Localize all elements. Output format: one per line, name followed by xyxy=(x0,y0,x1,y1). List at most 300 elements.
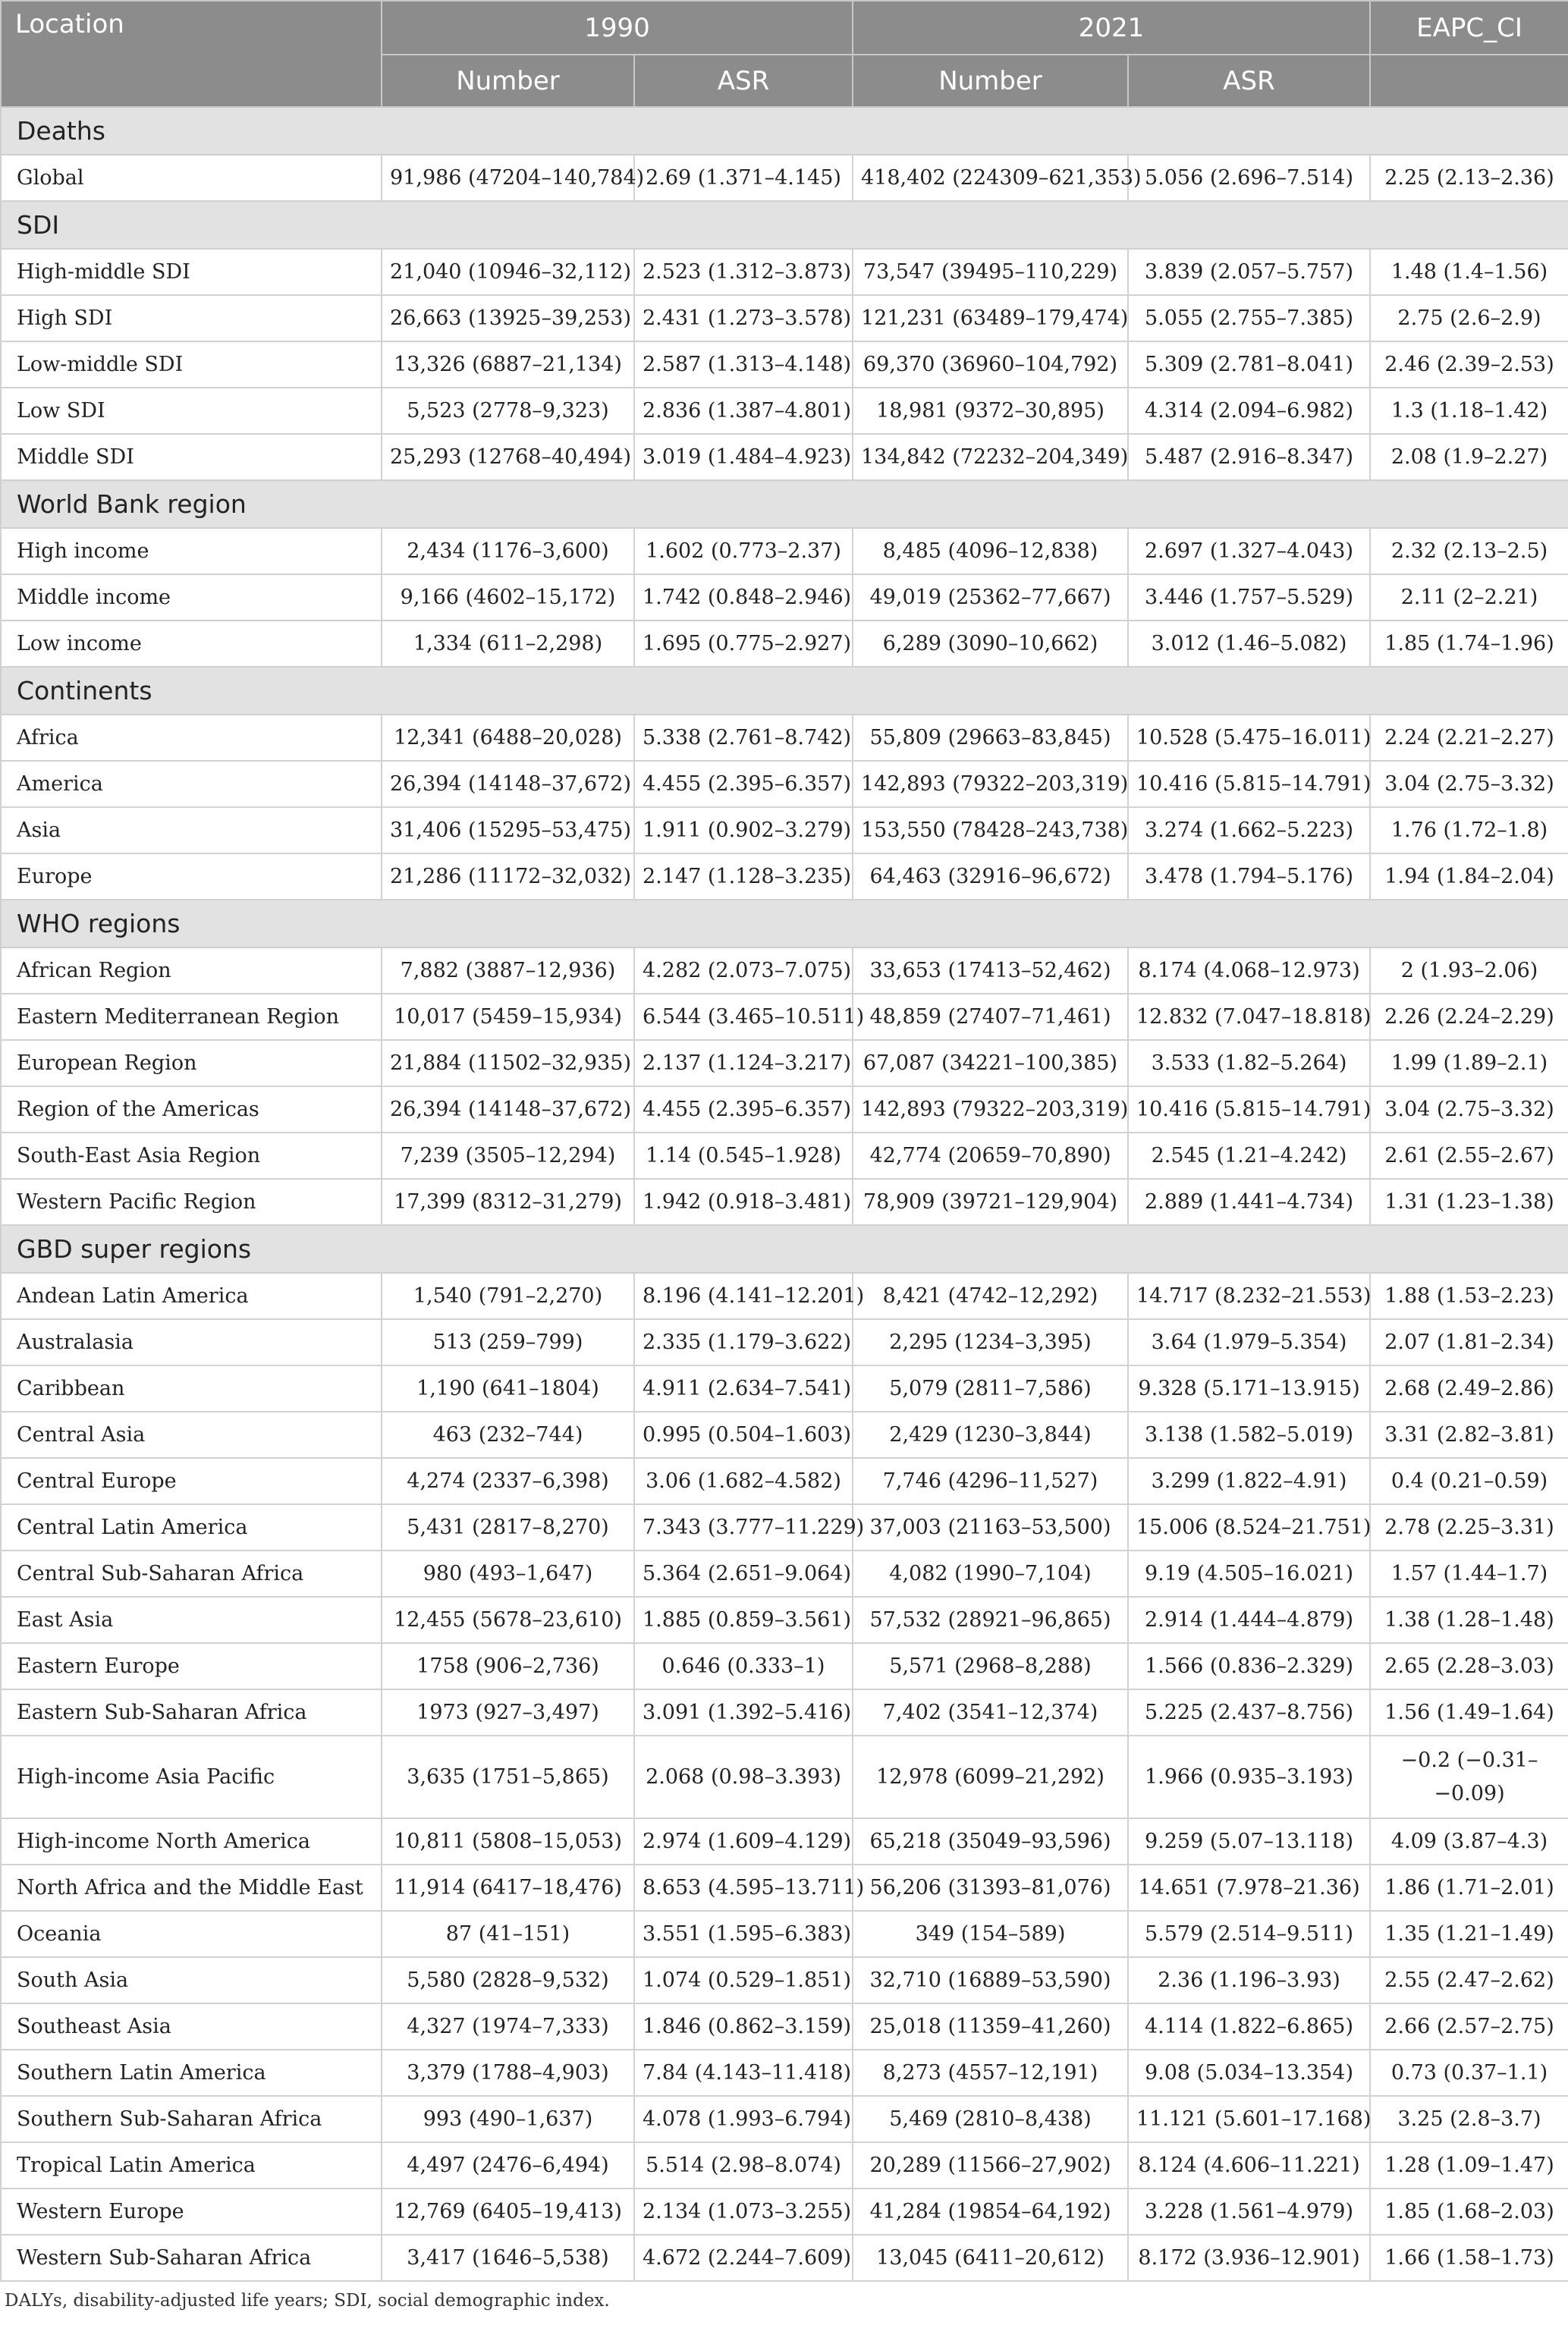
cell-loc: Africa xyxy=(1,715,382,761)
cell-n2021: 5,469 (2810–8,438) xyxy=(853,2096,1128,2142)
cell-n1990: 4,274 (2337–6,398) xyxy=(382,1458,634,1504)
cell-n2021: 56,206 (31393–81,076) xyxy=(853,1865,1128,1911)
cell-loc: Central Asia xyxy=(1,1412,382,1458)
cell-n2021: 134,842 (72232–204,349) xyxy=(853,434,1128,480)
cell-eapc: 2 (1.93–2.06) xyxy=(1370,947,1568,994)
cell-asr2021: 14.717 (8.232–21.553) xyxy=(1128,1273,1370,1319)
cell-asr2021: 1.966 (0.935–3.193) xyxy=(1128,1736,1370,1818)
table-body xyxy=(1,107,1568,2281)
table-row xyxy=(1,1818,1568,1865)
cell-n2021: 153,550 (78428–243,738) xyxy=(853,807,1128,853)
cell-n1990: 12,341 (6488–20,028) xyxy=(382,715,634,761)
cell-eapc: 0.73 (0.37–1.1) xyxy=(1370,2050,1568,2096)
cell-eapc: 3.04 (2.75–3.32) xyxy=(1370,761,1568,807)
cell-asr2021: 3.012 (1.46–5.082) xyxy=(1128,621,1370,667)
section-header-row xyxy=(1,900,1568,947)
cell-asr2021: 5.579 (2.514–9.511) xyxy=(1128,1911,1370,1957)
cell-n2021: 73,547 (39495–110,229) xyxy=(853,249,1128,295)
cell-eapc: 1.48 (1.4–1.56) xyxy=(1370,249,1568,295)
cell-loc: High-middle SDI xyxy=(1,249,382,295)
cell-n1990: 17,399 (8312–31,279) xyxy=(382,1179,634,1225)
cell-asr2021: 2.545 (1.21–4.242) xyxy=(1128,1133,1370,1179)
section-header-row xyxy=(1,480,1568,528)
cell-n1990: 5,580 (2828–9,532) xyxy=(382,1957,634,2003)
cell-loc: Asia xyxy=(1,807,382,853)
cell-asr1990: 2.068 (0.98–3.393) xyxy=(634,1736,853,1818)
cell-eapc: 1.28 (1.09–1.47) xyxy=(1370,2142,1568,2188)
cell-n2021: 8,485 (4096–12,838) xyxy=(853,528,1128,574)
cell-n1990: 87 (41–151) xyxy=(382,1911,634,1957)
cell-asr2021: 15.006 (8.524–21.751) xyxy=(1128,1504,1370,1551)
cell-n1990: 3,379 (1788–4,903) xyxy=(382,2050,634,2096)
cell-loc: North Africa and the Middle East xyxy=(1,1865,382,1911)
cell-asr2021: 4.314 (2.094–6.982) xyxy=(1128,388,1370,434)
cell-n2021: 8,421 (4742–12,292) xyxy=(853,1273,1128,1319)
cell-n2021: 49,019 (25362–77,667) xyxy=(853,574,1128,621)
cell-eapc: 1.3 (1.18–1.42) xyxy=(1370,388,1568,434)
cell-eapc: −0.2 (−0.31–−0.09) xyxy=(1370,1736,1568,1818)
cell-loc: Southern Sub-Saharan Africa xyxy=(1,2096,382,2142)
cell-n2021: 6,289 (3090–10,662) xyxy=(853,621,1128,667)
table-row xyxy=(1,1643,1568,1689)
table-header xyxy=(1,1,1568,107)
cell-n2021: 12,978 (6099–21,292) xyxy=(853,1736,1128,1818)
cell-asr1990: 7.84 (4.143–11.418) xyxy=(634,2050,853,2096)
cell-asr1990: 1.14 (0.545–1.928) xyxy=(634,1133,853,1179)
cell-asr2021: 12.832 (7.047–18.818) xyxy=(1128,994,1370,1040)
cell-n2021: 20,289 (11566–27,902) xyxy=(853,2142,1128,2188)
cell-loc: Tropical Latin America xyxy=(1,2142,382,2188)
cell-asr2021: 9.19 (4.505–16.021) xyxy=(1128,1551,1370,1597)
cell-asr1990: 0.995 (0.504–1.603) xyxy=(634,1412,853,1458)
cell-loc: America xyxy=(1,761,382,807)
cell-n2021: 48,859 (27407–71,461) xyxy=(853,994,1128,1040)
cell-loc: Low SDI xyxy=(1,388,382,434)
cell-n2021: 7,746 (4296–11,527) xyxy=(853,1458,1128,1504)
cell-n1990: 25,293 (12768–40,494) xyxy=(382,434,634,480)
cell-n2021: 65,218 (35049–93,596) xyxy=(853,1818,1128,1865)
table-row xyxy=(1,994,1568,1040)
cell-asr1990: 3.06 (1.682–4.582) xyxy=(634,1458,853,1504)
section-header-row xyxy=(1,201,1568,249)
cell-loc: Andean Latin America xyxy=(1,1273,382,1319)
cell-loc: Middle SDI xyxy=(1,434,382,480)
cell-eapc: 2.68 (2.49–2.86) xyxy=(1370,1365,1568,1412)
cell-n2021: 67,087 (34221–100,385) xyxy=(853,1040,1128,1086)
cell-eapc: 4.09 (3.87–4.3) xyxy=(1370,1818,1568,1865)
cell-n1990: 1758 (906–2,736) xyxy=(382,1643,634,1689)
header-asr-2021: ASR xyxy=(1128,55,1370,107)
cell-asr2021: 8.174 (4.068–12.973) xyxy=(1128,947,1370,994)
cell-asr2021: 1.566 (0.836–2.329) xyxy=(1128,1643,1370,1689)
cell-loc: Central Latin America xyxy=(1,1504,382,1551)
header-eapc-sub xyxy=(1370,55,1568,107)
cell-asr1990: 2.587 (1.313–4.148) xyxy=(634,341,853,388)
cell-n1990: 26,394 (14148–37,672) xyxy=(382,1086,634,1133)
cell-eapc: 1.31 (1.23–1.38) xyxy=(1370,1179,1568,1225)
cell-asr1990: 1.942 (0.918–3.481) xyxy=(634,1179,853,1225)
cell-eapc: 3.25 (2.8–3.7) xyxy=(1370,2096,1568,2142)
cell-n2021: 55,809 (29663–83,845) xyxy=(853,715,1128,761)
cell-loc: South Asia xyxy=(1,1957,382,2003)
table-row xyxy=(1,388,1568,434)
cell-loc: High income xyxy=(1,528,382,574)
cell-asr2021: 10.528 (5.475–16.011) xyxy=(1128,715,1370,761)
cell-eapc: 2.08 (1.9–2.27) xyxy=(1370,434,1568,480)
cell-eapc: 2.55 (2.47–2.62) xyxy=(1370,1957,1568,2003)
cell-n2021: 121,231 (63489–179,474) xyxy=(853,295,1128,341)
cell-loc: Western Pacific Region xyxy=(1,1179,382,1225)
table-row xyxy=(1,1365,1568,1412)
cell-asr1990: 5.338 (2.761–8.742) xyxy=(634,715,853,761)
cell-n1990: 463 (232–744) xyxy=(382,1412,634,1458)
table-row xyxy=(1,1458,1568,1504)
cell-loc: High-income Asia Pacific xyxy=(1,1736,382,1818)
table-row xyxy=(1,1689,1568,1736)
cell-n2021: 37,003 (21163–53,500) xyxy=(853,1504,1128,1551)
table-row xyxy=(1,341,1568,388)
cell-loc: Central Europe xyxy=(1,1458,382,1504)
cell-n2021: 64,463 (32916–96,672) xyxy=(853,853,1128,900)
cell-asr2021: 5.487 (2.916–8.347) xyxy=(1128,434,1370,480)
cell-loc: Australasia xyxy=(1,1319,382,1365)
cell-asr2021: 3.839 (2.057–5.757) xyxy=(1128,249,1370,295)
cell-asr1990: 0.646 (0.333–1) xyxy=(634,1643,853,1689)
cell-eapc: 0.4 (0.21–0.59) xyxy=(1370,1458,1568,1504)
section-header-row xyxy=(1,667,1568,715)
cell-eapc: 3.04 (2.75–3.32) xyxy=(1370,1086,1568,1133)
cell-asr1990: 4.455 (2.395–6.357) xyxy=(634,1086,853,1133)
cell-n2021: 42,774 (20659–70,890) xyxy=(853,1133,1128,1179)
cell-asr2021: 3.478 (1.794–5.176) xyxy=(1128,853,1370,900)
cell-asr1990: 2.137 (1.124–3.217) xyxy=(634,1040,853,1086)
cell-n1990: 10,811 (5808–15,053) xyxy=(382,1818,634,1865)
cell-asr2021: 8.124 (4.606–11.221) xyxy=(1128,2142,1370,2188)
table-row xyxy=(1,1911,1568,1957)
cell-eapc: 1.86 (1.71–2.01) xyxy=(1370,1865,1568,1911)
table-footnote: DALYs, disability-adjusted life years; SDI, social demographic index. xyxy=(5,2291,610,2311)
cell-n1990: 4,327 (1974–7,333) xyxy=(382,2003,634,2050)
cell-n1990: 91,986 (47204–140,784) xyxy=(382,155,634,201)
cell-eapc: 2.46 (2.39–2.53) xyxy=(1370,341,1568,388)
table-row xyxy=(1,528,1568,574)
cell-asr1990: 2.431 (1.273–3.578) xyxy=(634,295,853,341)
cell-loc: Low-middle SDI xyxy=(1,341,382,388)
cell-n2021: 5,079 (2811–7,586) xyxy=(853,1365,1128,1412)
cell-n1990: 980 (493–1,647) xyxy=(382,1551,634,1597)
cell-eapc: 1.38 (1.28–1.48) xyxy=(1370,1597,1568,1643)
cell-asr1990: 7.343 (3.777–11.229) xyxy=(634,1504,853,1551)
cell-n2021: 142,893 (79322–203,319) xyxy=(853,761,1128,807)
cell-eapc: 3.31 (2.82–3.81) xyxy=(1370,1412,1568,1458)
cell-eapc: 2.26 (2.24–2.29) xyxy=(1370,994,1568,1040)
cell-loc: Eastern Mediterranean Region xyxy=(1,994,382,1040)
cell-n1990: 26,663 (13925–39,253) xyxy=(382,295,634,341)
cell-n2021: 5,571 (2968–8,288) xyxy=(853,1643,1128,1689)
cell-n1990: 1,190 (641–1804) xyxy=(382,1365,634,1412)
table-row xyxy=(1,2050,1568,2096)
table-row xyxy=(1,1736,1568,1818)
table-row xyxy=(1,715,1568,761)
cell-asr1990: 1.846 (0.862–3.159) xyxy=(634,2003,853,2050)
cell-n1990: 2,434 (1176–3,600) xyxy=(382,528,634,574)
cell-eapc: 1.88 (1.53–2.23) xyxy=(1370,1273,1568,1319)
cell-asr2021: 3.228 (1.561–4.979) xyxy=(1128,2188,1370,2235)
section-header-row xyxy=(1,1225,1568,1273)
cell-loc: African Region xyxy=(1,947,382,994)
header-year-1990: 1990 xyxy=(382,1,853,55)
cell-asr1990: 2.335 (1.179–3.622) xyxy=(634,1319,853,1365)
section-title: World Bank region xyxy=(1,480,1568,528)
cell-loc: High SDI xyxy=(1,295,382,341)
cell-asr1990: 1.602 (0.773–2.37) xyxy=(634,528,853,574)
table-row xyxy=(1,1273,1568,1319)
cell-n2021: 349 (154–589) xyxy=(853,1911,1128,1957)
cell-eapc: 2.24 (2.21–2.27) xyxy=(1370,715,1568,761)
cell-eapc: 1.35 (1.21–1.49) xyxy=(1370,1911,1568,1957)
cell-asr2021: 5.225 (2.437–8.756) xyxy=(1128,1689,1370,1736)
table-row xyxy=(1,1551,1568,1597)
cell-n1990: 13,326 (6887–21,134) xyxy=(382,341,634,388)
cell-eapc: 2.32 (2.13–2.5) xyxy=(1370,528,1568,574)
cell-asr1990: 2.69 (1.371–4.145) xyxy=(634,155,853,201)
cell-asr1990: 3.019 (1.484–4.923) xyxy=(634,434,853,480)
cell-n2021: 78,909 (39721–129,904) xyxy=(853,1179,1128,1225)
cell-loc: Middle income xyxy=(1,574,382,621)
header-eapc: EAPC_CI xyxy=(1370,1,1568,55)
cell-asr2021: 4.114 (1.822–6.865) xyxy=(1128,2003,1370,2050)
section-title: WHO regions xyxy=(1,900,1568,947)
cell-loc: Eastern Europe xyxy=(1,1643,382,1689)
table-row xyxy=(1,1957,1568,2003)
cell-asr1990: 8.196 (4.141–12.201) xyxy=(634,1273,853,1319)
cell-asr2021: 9.328 (5.171–13.915) xyxy=(1128,1365,1370,1412)
cell-n1990: 3,635 (1751–5,865) xyxy=(382,1736,634,1818)
cell-asr2021: 2.36 (1.196–3.93) xyxy=(1128,1957,1370,2003)
cell-n1990: 10,017 (5459–15,934) xyxy=(382,994,634,1040)
cell-asr2021: 11.121 (5.601–17.168) xyxy=(1128,2096,1370,2142)
section-title: GBD super regions xyxy=(1,1225,1568,1273)
cell-eapc: 1.85 (1.68–2.03) xyxy=(1370,2188,1568,2235)
cell-asr1990: 1.742 (0.848–2.946) xyxy=(634,574,853,621)
table-row xyxy=(1,574,1568,621)
cell-n1990: 1,334 (611–2,298) xyxy=(382,621,634,667)
cell-loc: Western Europe xyxy=(1,2188,382,2235)
cell-n2021: 418,402 (224309–621,353) xyxy=(853,155,1128,201)
cell-asr1990: 5.514 (2.98–8.074) xyxy=(634,2142,853,2188)
cell-n1990: 1973 (927–3,497) xyxy=(382,1689,634,1736)
table-row xyxy=(1,2188,1568,2235)
cell-asr2021: 2.889 (1.441–4.734) xyxy=(1128,1179,1370,1225)
cell-loc: East Asia xyxy=(1,1597,382,1643)
cell-asr1990: 2.974 (1.609–4.129) xyxy=(634,1818,853,1865)
cell-n1990: 12,769 (6405–19,413) xyxy=(382,2188,634,2235)
cell-n2021: 2,429 (1230–3,844) xyxy=(853,1412,1128,1458)
cell-n1990: 7,239 (3505–12,294) xyxy=(382,1133,634,1179)
section-title: Continents xyxy=(1,667,1568,715)
cell-asr2021: 5.309 (2.781–8.041) xyxy=(1128,341,1370,388)
cell-asr2021: 8.172 (3.936–12.901) xyxy=(1128,2235,1370,2281)
cell-n2021: 13,045 (6411–20,612) xyxy=(853,2235,1128,2281)
cell-asr2021: 3.274 (1.662–5.223) xyxy=(1128,807,1370,853)
cell-asr1990: 4.078 (1.993–6.794) xyxy=(634,2096,853,2142)
cell-n2021: 57,532 (28921–96,865) xyxy=(853,1597,1128,1643)
cell-asr1990: 2.147 (1.128–3.235) xyxy=(634,853,853,900)
cell-n2021: 18,981 (9372–30,895) xyxy=(853,388,1128,434)
table-row xyxy=(1,807,1568,853)
cell-eapc: 1.57 (1.44–1.7) xyxy=(1370,1551,1568,1597)
cell-n1990: 513 (259–799) xyxy=(382,1319,634,1365)
cell-asr2021: 3.299 (1.822–4.91) xyxy=(1128,1458,1370,1504)
cell-asr1990: 3.091 (1.392–5.416) xyxy=(634,1689,853,1736)
table-row xyxy=(1,2096,1568,2142)
cell-asr1990: 2.836 (1.387–4.801) xyxy=(634,388,853,434)
cell-eapc: 1.85 (1.74–1.96) xyxy=(1370,621,1568,667)
cell-eapc: 1.94 (1.84–2.04) xyxy=(1370,853,1568,900)
cell-loc: Oceania xyxy=(1,1911,382,1957)
section-header-row xyxy=(1,107,1568,155)
cell-eapc: 2.78 (2.25–3.31) xyxy=(1370,1504,1568,1551)
cell-eapc: 1.76 (1.72–1.8) xyxy=(1370,807,1568,853)
cell-n2021: 142,893 (79322–203,319) xyxy=(853,1086,1128,1133)
cell-asr1990: 1.695 (0.775–2.927) xyxy=(634,621,853,667)
table-row xyxy=(1,1319,1568,1365)
cell-n2021: 32,710 (16889–53,590) xyxy=(853,1957,1128,2003)
cell-eapc: 1.99 (1.89–2.1) xyxy=(1370,1040,1568,1086)
cell-asr2021: 10.416 (5.815–14.791) xyxy=(1128,1086,1370,1133)
cell-n1990: 5,523 (2778–9,323) xyxy=(382,388,634,434)
cell-asr2021: 14.651 (7.978–21.36) xyxy=(1128,1865,1370,1911)
table-row xyxy=(1,1865,1568,1911)
table-row xyxy=(1,249,1568,295)
cell-n1990: 12,455 (5678–23,610) xyxy=(382,1597,634,1643)
table-row xyxy=(1,947,1568,994)
cell-eapc: 2.66 (2.57–2.75) xyxy=(1370,2003,1568,2050)
cell-eapc: 2.61 (2.55–2.67) xyxy=(1370,1133,1568,1179)
cell-asr1990: 4.282 (2.073–7.075) xyxy=(634,947,853,994)
table-row xyxy=(1,1179,1568,1225)
table-row xyxy=(1,2235,1568,2281)
header-asr-1990: ASR xyxy=(634,55,853,107)
cell-asr1990: 1.885 (0.859–3.561) xyxy=(634,1597,853,1643)
cell-asr1990: 5.364 (2.651–9.064) xyxy=(634,1551,853,1597)
cell-n2021: 8,273 (4557–12,191) xyxy=(853,2050,1128,2096)
cell-asr1990: 2.134 (1.073–3.255) xyxy=(634,2188,853,2235)
table-row xyxy=(1,1597,1568,1643)
cell-loc: South-East Asia Region xyxy=(1,1133,382,1179)
cell-n2021: 41,284 (19854–64,192) xyxy=(853,2188,1128,2235)
cell-asr2021: 3.446 (1.757–5.529) xyxy=(1128,574,1370,621)
cell-asr2021: 3.64 (1.979–5.354) xyxy=(1128,1319,1370,1365)
cell-n2021: 4,082 (1990–7,104) xyxy=(853,1551,1128,1597)
cell-n1990: 21,884 (11502–32,935) xyxy=(382,1040,634,1086)
cell-eapc: 2.25 (2.13–2.36) xyxy=(1370,155,1568,201)
cell-n2021: 7,402 (3541–12,374) xyxy=(853,1689,1128,1736)
cell-eapc: 2.11 (2–2.21) xyxy=(1370,574,1568,621)
cell-loc: Southern Latin America xyxy=(1,2050,382,2096)
cell-n1990: 4,497 (2476–6,494) xyxy=(382,2142,634,2188)
cell-n1990: 26,394 (14148–37,672) xyxy=(382,761,634,807)
cell-n1990: 21,286 (11172–32,032) xyxy=(382,853,634,900)
cell-asr1990: 3.551 (1.595–6.383) xyxy=(634,1911,853,1957)
cell-n1990: 21,040 (10946–32,112) xyxy=(382,249,634,295)
header-number-1990: Number xyxy=(382,55,634,107)
cell-asr2021: 5.056 (2.696–7.514) xyxy=(1128,155,1370,201)
table-row xyxy=(1,295,1568,341)
section-title: SDI xyxy=(1,201,1568,249)
cell-loc: Region of the Americas xyxy=(1,1086,382,1133)
cell-n2021: 25,018 (11359–41,260) xyxy=(853,2003,1128,2050)
table-row xyxy=(1,155,1568,201)
table-row xyxy=(1,761,1568,807)
table-row xyxy=(1,2003,1568,2050)
cell-asr2021: 3.138 (1.582–5.019) xyxy=(1128,1412,1370,1458)
cell-loc: Western Sub-Saharan Africa xyxy=(1,2235,382,2281)
cell-eapc: 1.56 (1.49–1.64) xyxy=(1370,1689,1568,1736)
cell-n1990: 9,166 (4602–15,172) xyxy=(382,574,634,621)
cell-asr2021: 9.08 (5.034–13.354) xyxy=(1128,2050,1370,2096)
cell-loc: Caribbean xyxy=(1,1365,382,1412)
table-row xyxy=(1,1412,1568,1458)
table-row xyxy=(1,2142,1568,2188)
cell-n1990: 7,882 (3887–12,936) xyxy=(382,947,634,994)
table-row xyxy=(1,621,1568,667)
cell-n1990: 31,406 (15295–53,475) xyxy=(382,807,634,853)
cell-asr2021: 10.416 (5.815–14.791) xyxy=(1128,761,1370,807)
cell-asr2021: 2.697 (1.327–4.043) xyxy=(1128,528,1370,574)
cell-loc: Central Sub-Saharan Africa xyxy=(1,1551,382,1597)
cell-n1990: 5,431 (2817–8,270) xyxy=(382,1504,634,1551)
cell-asr1990: 1.074 (0.529–1.851) xyxy=(634,1957,853,2003)
table-row xyxy=(1,1086,1568,1133)
cell-asr2021: 2.914 (1.444–4.879) xyxy=(1128,1597,1370,1643)
cell-asr1990: 4.911 (2.634–7.541) xyxy=(634,1365,853,1412)
cell-eapc: 2.65 (2.28–3.03) xyxy=(1370,1643,1568,1689)
table-row xyxy=(1,1504,1568,1551)
cell-n2021: 69,370 (36960–104,792) xyxy=(853,341,1128,388)
header-location: Location xyxy=(1,1,382,107)
cell-loc: Low income xyxy=(1,621,382,667)
cell-loc: High-income North America xyxy=(1,1818,382,1865)
cell-eapc: 1.66 (1.58–1.73) xyxy=(1370,2235,1568,2281)
header-number-2021: Number xyxy=(853,55,1128,107)
cell-n1990: 993 (490–1,637) xyxy=(382,2096,634,2142)
table-row xyxy=(1,1133,1568,1179)
cell-asr2021: 9.259 (5.07–13.118) xyxy=(1128,1818,1370,1865)
cell-asr2021: 5.055 (2.755–7.385) xyxy=(1128,295,1370,341)
cell-asr1990: 4.672 (2.244–7.609) xyxy=(634,2235,853,2281)
cell-asr2021: 3.533 (1.82–5.264) xyxy=(1128,1040,1370,1086)
table-row xyxy=(1,853,1568,900)
cell-n1990: 11,914 (6417–18,476) xyxy=(382,1865,634,1911)
cell-loc: Global xyxy=(1,155,382,201)
cell-n1990: 1,540 (791–2,270) xyxy=(382,1273,634,1319)
cell-n1990: 3,417 (1646–5,538) xyxy=(382,2235,634,2281)
cell-loc: Eastern Sub-Saharan Africa xyxy=(1,1689,382,1736)
cell-n2021: 2,295 (1234–3,395) xyxy=(853,1319,1128,1365)
cell-eapc: 2.75 (2.6–2.9) xyxy=(1370,295,1568,341)
header-year-2021: 2021 xyxy=(853,1,1370,55)
cell-asr1990: 1.911 (0.902–3.279) xyxy=(634,807,853,853)
cell-loc: European Region xyxy=(1,1040,382,1086)
cell-asr1990: 8.653 (4.595–13.711) xyxy=(634,1865,853,1911)
cell-asr1990: 6.544 (3.465–10.511) xyxy=(634,994,853,1040)
cell-eapc: 2.07 (1.81–2.34) xyxy=(1370,1319,1568,1365)
table-row xyxy=(1,434,1568,480)
section-title: Deaths xyxy=(1,107,1568,155)
table-row xyxy=(1,1040,1568,1086)
cell-loc: Southeast Asia xyxy=(1,2003,382,2050)
